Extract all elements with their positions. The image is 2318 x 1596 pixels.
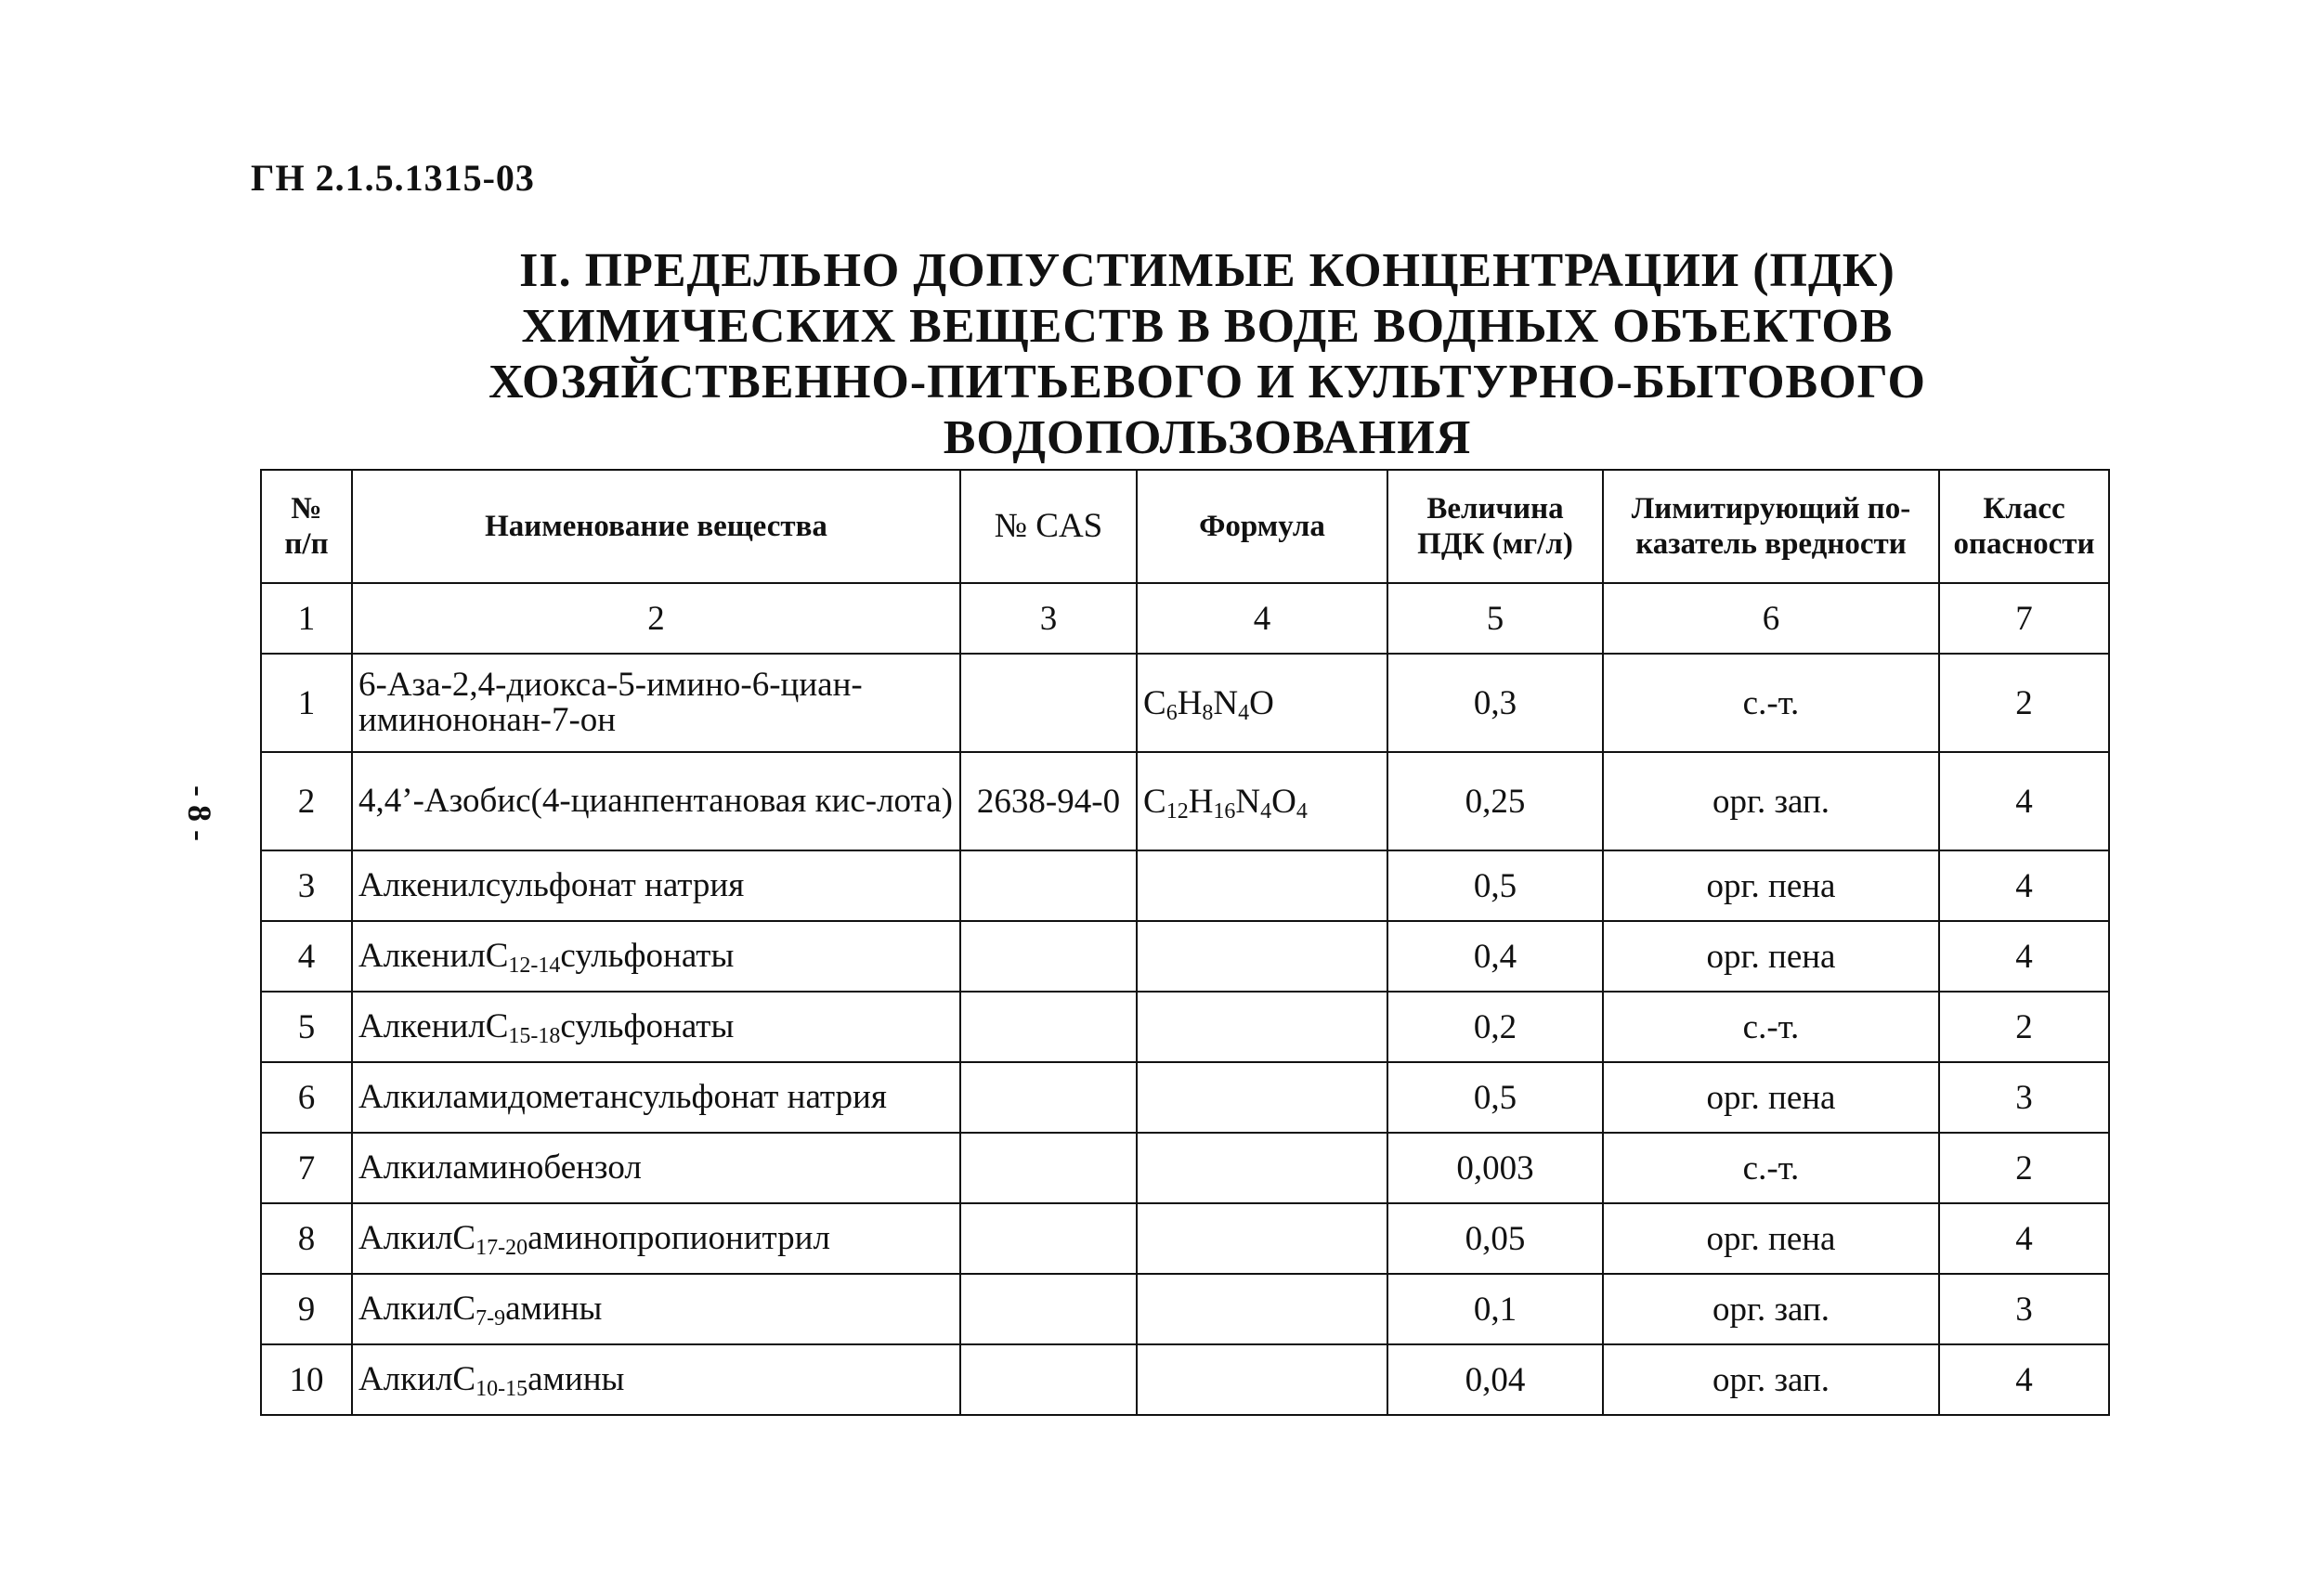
substance-name [352,654,960,752]
text-part: сульфонаты [560,1007,735,1045]
limiting-indicator: с.-т. [1603,1133,1939,1203]
row-number: 4 [261,921,352,992]
cas-number [960,992,1137,1062]
document-code: ГН 2.1.5.1315-03 [251,157,535,199]
pdk-value: 0,3 [1387,654,1603,752]
text-part: C [1143,782,1166,821]
hazard-class: 2 [1939,1133,2109,1203]
pdk-value: 0,4 [1387,921,1603,992]
text-part: 6-Аза-2,4-диокса-5-имино-6-циан-иминононан-7-он [358,666,863,739]
column-number: 6 [1603,583,1939,654]
column-number: 4 [1137,583,1387,654]
cas-number [960,1344,1137,1415]
hazard-class: 2 [1939,992,2109,1062]
subscript: 6 [1166,700,1178,725]
pdk-value: 0,1 [1387,1274,1603,1344]
title-line: ХИМИЧЕСКИХ ВЕЩЕСТВ В ВОДЕ ВОДНЫХ ОБЪЕКТОВ [521,300,1894,353]
text-part: H [1188,782,1214,821]
hazard-class: 3 [1939,1274,2109,1344]
chemical-formula [1137,1203,1387,1274]
chemical-formula [1137,850,1387,921]
column-number: 5 [1387,583,1603,654]
cas-number [960,1133,1137,1203]
table-row [261,1274,2109,1344]
hazard-class: 3 [1939,1062,2109,1133]
header-indicator: Лимитирующий по- казатель вредности [1603,470,1939,583]
text-part: амины [527,1360,625,1398]
row-number: 9 [261,1274,352,1344]
subscript: 17-20 [475,1236,528,1260]
chemical-formula [1137,1344,1387,1415]
text-part: АлкилC [358,1290,476,1328]
cas-number [960,921,1137,992]
table-row [261,1062,2109,1133]
limiting-indicator: орг. зап. [1603,752,1939,850]
text-part: АлкилC [358,1360,476,1398]
column-number: 1 [261,583,352,654]
subscript: 12 [1166,798,1189,824]
substance-name [352,1062,960,1133]
row-number: 6 [261,1062,352,1133]
substance-name [352,1344,960,1415]
table-row [261,1344,2109,1415]
text-part: аминопропионитрил [527,1219,830,1257]
page-title [306,243,2108,466]
pdk-value: 0,04 [1387,1344,1603,1415]
column-number: 2 [352,583,960,654]
text-part: амины [505,1290,603,1328]
chemical-formula [1137,921,1387,992]
limiting-indicator: орг. зап. [1603,1274,1939,1344]
text-part: АлкилC [358,1219,476,1257]
text-part: АлкенилC [358,1007,509,1045]
hazard-class: 4 [1939,921,2109,992]
subscript: 12-14 [508,954,561,978]
cas-number [960,654,1137,752]
table-row [261,1203,2109,1274]
table-row [261,1133,2109,1203]
chemical-formula [1137,654,1387,752]
hazard-class: 4 [1939,1344,2109,1415]
table-row [261,752,2109,850]
title-line: ВОДОПОЛЬЗОВАНИЯ [943,411,1472,464]
text-part: O [1249,683,1274,722]
title-line: II. ПРЕДЕЛЬНО ДОПУСТИМЫЕ КОНЦЕНТРАЦИИ (ПДК) [519,244,1895,297]
row-number: 10 [261,1344,352,1415]
cas-number [960,1203,1137,1274]
limiting-indicator: с.-т. [1603,654,1939,752]
subscript: 7-9 [475,1306,506,1330]
row-number: 7 [261,1133,352,1203]
subscript: 10-15 [475,1377,528,1401]
limiting-indicator: орг. зап. [1603,1344,1939,1415]
row-number: 1 [261,654,352,752]
substance-name [352,992,960,1062]
header-num: № п/п [261,470,352,583]
table-body [261,654,2109,1415]
limiting-indicator: орг. пена [1603,1203,1939,1274]
table-row [261,921,2109,992]
subscript: 8 [1202,700,1214,725]
substance-name [352,1133,960,1203]
header-cas: № CAS [960,470,1137,583]
text-part: Алкиламидометансульфонат натрия [358,1078,887,1116]
substance-name [352,1203,960,1274]
substance-name [352,752,960,850]
table-row [261,654,2109,752]
hazard-class: 2 [1939,654,2109,752]
text-part: H [1177,683,1203,722]
text-part: сульфонаты [560,937,735,975]
pdk-value: 0,2 [1387,992,1603,1062]
row-number: 8 [261,1203,352,1274]
title-line: ХОЗЯЙСТВЕННО-ПИТЬЕВОГО И КУЛЬТУРНО-БЫТОВОГО [488,356,1926,409]
row-number: 5 [261,992,352,1062]
header-pdk: Величина ПДК (мг/л) [1387,470,1603,583]
pdk-value: 0,25 [1387,752,1603,850]
limiting-indicator: с.-т. [1603,992,1939,1062]
text-part: N [1235,782,1261,821]
subscript: 4 [1296,798,1308,824]
chemical-formula [1137,1274,1387,1344]
row-number: 2 [261,752,352,850]
subscript: 15-18 [508,1024,561,1048]
table-row [261,992,2109,1062]
header-formula: Формула [1137,470,1387,583]
table-row [261,850,2109,921]
text-part: 4,4’-Азобис(4-цианпентановая кис-лота) [358,782,953,820]
page-number: - 8 - [180,785,218,841]
subscript: 4 [1260,798,1272,824]
chemical-formula [1137,992,1387,1062]
pdk-value: 0,05 [1387,1203,1603,1274]
column-number-row [261,583,2109,654]
subscript: 16 [1213,798,1236,824]
limiting-indicator: орг. пена [1603,1062,1939,1133]
cas-number: 2638-94-0 [960,752,1137,850]
limiting-indicator: орг. пена [1603,850,1939,921]
hazard-class: 4 [1939,752,2109,850]
column-number: 7 [1939,583,2109,654]
cas-number [960,1062,1137,1133]
text-part: Алкенилсульфонат натрия [358,866,745,904]
header-class: Класс опасности [1939,470,2109,583]
chemical-formula [1137,1133,1387,1203]
pdk-value: 0,5 [1387,1062,1603,1133]
subscript: 4 [1238,700,1250,725]
text-part: Алкиламинобензол [358,1148,642,1187]
text-part: N [1213,683,1239,722]
text-part: C [1143,683,1166,722]
row-number: 3 [261,850,352,921]
text-part: АлкенилC [358,937,509,975]
chemical-formula [1137,1062,1387,1133]
table-header-row [261,470,2109,583]
chemical-formula [1137,752,1387,850]
substance-name [352,1274,960,1344]
cas-number [960,850,1137,921]
hazard-class: 4 [1939,850,2109,921]
pdk-table [260,469,2110,1416]
substance-name [352,921,960,992]
header-name: Наименование вещества [352,470,960,583]
limiting-indicator: орг. пена [1603,921,1939,992]
column-number: 3 [960,583,1137,654]
cas-number [960,1274,1137,1344]
pdk-value: 0,003 [1387,1133,1603,1203]
hazard-class: 4 [1939,1203,2109,1274]
text-part: O [1271,782,1296,821]
substance-name [352,850,960,921]
pdk-value: 0,5 [1387,850,1603,921]
